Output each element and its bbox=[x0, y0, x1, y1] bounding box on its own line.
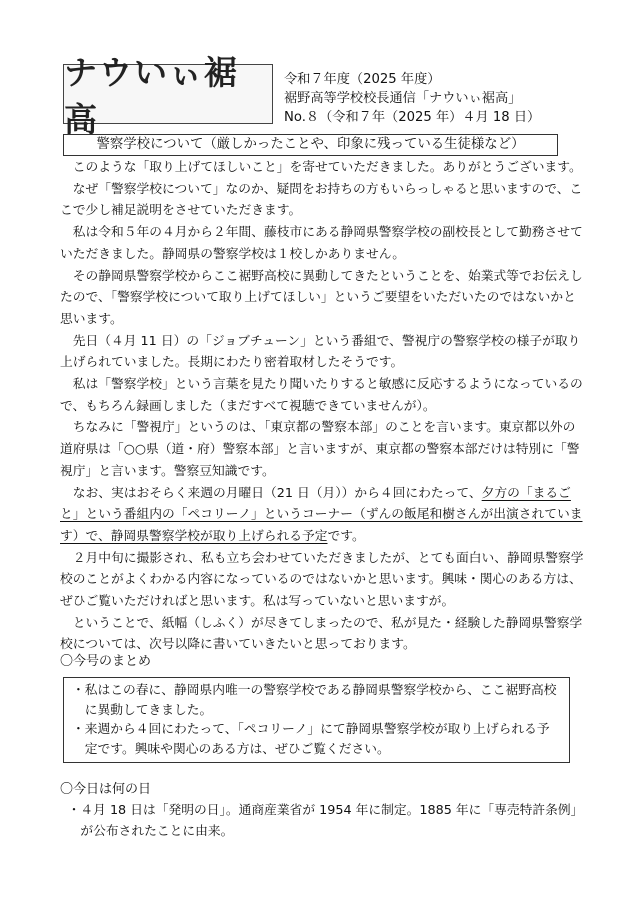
paragraph-8-underlined: 夕方の「まるごと」という番組内の「ペコリーノ」というコーナー（ずんの飯尾和樹さんが出演されています）で、静岡県警察学校が取り上げられる予定 bbox=[60, 485, 583, 544]
article-title: 警察学校について（厳しかったことや、印象に残っている生徒様など） bbox=[63, 134, 558, 156]
newsletter-name: 裾野高等学校校長通信「ナウいぃ裾高」 bbox=[284, 91, 522, 106]
paragraph-7: ちなみに「警視庁」というのは、「東京都の警察本部」のことを言います。東京都以外の道府県は「○○県（道・府）警察本部」と言いますが、東京都の警察本部だけは特別に「警視庁」と言います。警察豆知識です。 bbox=[60, 420, 580, 479]
issue-number-date: No.８（令和７年（2025 年）４月 18 日） bbox=[284, 110, 541, 125]
paragraph-8-lead: なお、実はおそらく来週の月曜日（21 日（月））から４回にわたって、 bbox=[72, 485, 482, 501]
paragraph-8-tail: です。 bbox=[327, 528, 365, 544]
summary-box bbox=[63, 677, 570, 763]
paragraph-9: ２月中旬に撮影され、私も立ち会わせていただきましたが、とても面白い、静岡県警察学校のことがよくわかる内容になっているのではないかと思います。興味・関心のある方は、ぜひご覧いただければと思います。私は写っていないと思いますが。 bbox=[60, 550, 584, 610]
fiscal-year: 令和７年度（2025 年度） bbox=[284, 72, 441, 87]
today-heading: 〇今日は何の日 bbox=[60, 782, 152, 797]
today-section bbox=[60, 800, 585, 842]
paragraph-4: その静岡県警察学校からここ裾野高校に異動してきたということを、始業式等でお伝えしたので、「警察学校について取り上げてほしい」というご要望をいただいたのではないかと思います。 bbox=[60, 268, 583, 327]
today-text: ・４月 18 日は「発明の日」。通商産業省が 1954 年に制定。1885 年に「専売特許条例」が公布されたことに由来。 bbox=[67, 803, 584, 839]
article-body bbox=[60, 157, 585, 656]
header-info bbox=[284, 70, 540, 127]
logo-text: ナウいぃ裾高 bbox=[64, 53, 239, 139]
paragraph-2: なぜ「警察学校について」なのか、疑問をお持ちの方もいらっしゃると思いますので、ここで少し補足説明をさせていただきます。 bbox=[60, 181, 583, 219]
paragraph-10: ということで、紙幅（しふく）が尽きてしまったので、私が見た・経験した静岡県警察学校については、次号以降に書いていきたいと思っております。 bbox=[60, 615, 583, 653]
paragraph-6: 私は「警察学校」という言葉を見たり聞いたりすると敏感に反応するようになっているので、もちろん録画しました（まだすべて視聴できていませんが）。 bbox=[60, 377, 583, 414]
paragraph-1: このような「取り上げてほしいこと」を寄せていただきました。ありがとうございます。 bbox=[72, 160, 582, 175]
paragraph-8 bbox=[60, 483, 585, 548]
newsletter-logo bbox=[63, 53, 273, 139]
paragraph-5: 先日（４月 11 日）の「ジョブチューン」という番組で、警視庁の警察学校の様子が取り上げられていました。長期にわたり密着取材したそうです。 bbox=[60, 333, 581, 371]
summary-heading: 〇今号のまとめ bbox=[60, 654, 152, 669]
paragraph-3: 私は令和５年の４月から２年間、藤枝市にある静岡県警察学校の副校長として勤務させていただきました。静岡県の警察学校は１校しかありません。 bbox=[60, 225, 583, 262]
summary-item: ・来週から４回にわたって、「ペコリーノ」にて静岡県警察学校が取り上げられる予定です。興味や関心のある方は、ぜひご覧ください。 bbox=[72, 722, 550, 757]
summary-item: ・私はこの春に、静岡県内唯一の警察学校である静岡県警察学校から、ここ裾野高校に異動してきました。 bbox=[72, 683, 557, 718]
